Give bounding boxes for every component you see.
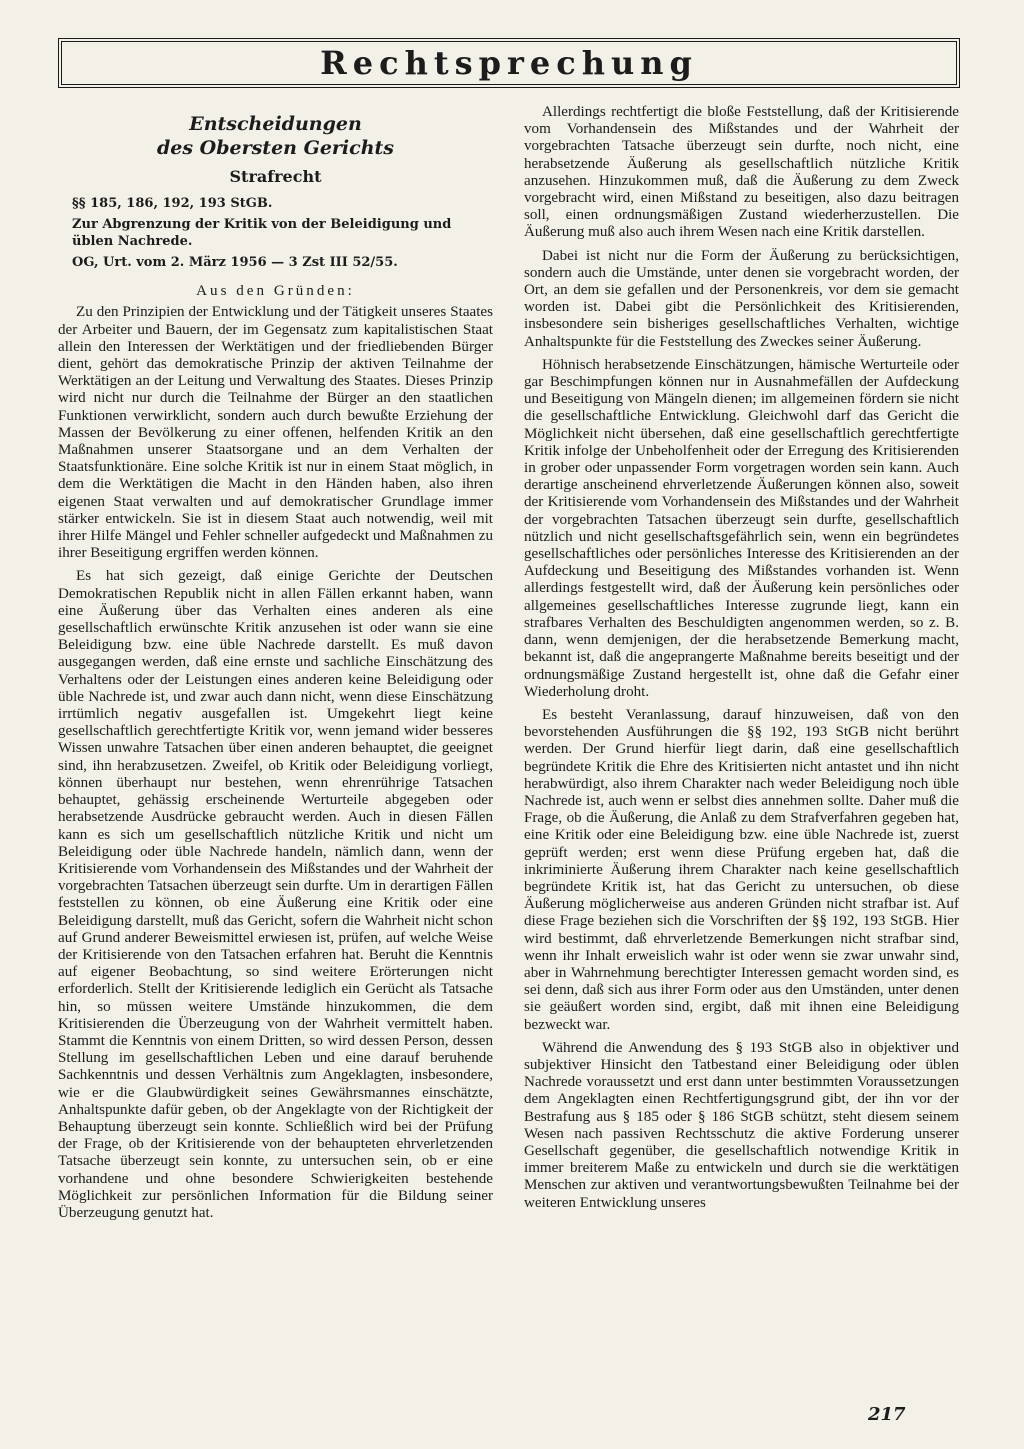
right-paragraph: Es besteht Veranlassung, darauf hinzuweisen, daß von den bevorstehenden Ausführungen die §§ 192, 193 StGB nicht berührt werden. Der Grund hierfür liegt darin, daß eine gesellschaftlich begründete Kritik die Ehre des Kritisierten nicht antastet und ihn nicht herabwürdigt, also ihrem Charakter nach weder Beleidigung noch üble Nachrede ist, auch wenn er selbst dies annehmen sollte. Daher muß die Frage, ob die Äußerung, die Anlaß zu dem Strafverfahren gegeben hat, eine Kritik oder eine Beleidigung bzw. eine üble Nachrede ist, zuerst geprüft werden; erst wenn diese Prüfung ergeben hat, daß die inkriminierte Äußerung ihrem Charakter nach keine gesellschaftlich begründete Kritik ist, hat das Gericht zu untersuchen, ob diese Äußerung möglicherweise aus anderen Gründen nicht strafbar ist. Auf diese Frage beziehen sich die Vorschriften der §§ 192, 193 StGB. Hier wird bestimmt, daß ehrverletzende Bemerkungen nicht strafbar sind, wenn ihr Inhalt erweislich wahr ist oder wenn sie zwar unwahr sind, aber in Wahrnehmung berechtigter Interessen gemacht worden sind, es sei denn, daß sich aus ihrer Form oder aus den Umständen, unter denen sie geäußert worden sind, ergibt, daß mit ihnen eine Beleidigung bezweckt war. [524, 706, 959, 1033]
heading-line-2: des Obersten Gerichts [156, 137, 394, 159]
right-paragraph: Dabei ist nicht nur die Form der Äußerung zu berücksichtigen, sondern auch die Umstände, unter denen sie vorgebracht worden, der Ort, an dem sie gefallen und der Personenkreis, vor dem sie gemacht worden ist. Dabei gibt die Persönlichkeit des Kritisierenden, insbesondere sein bisheriges gesellschaftliches Verhalten, wichtige Anhaltspunkte für die Feststellung des Zweckes seiner Äußerung. [524, 247, 959, 350]
statute-reference: §§ 185, 186, 192, 193 StGB. [72, 196, 273, 212]
left-paragraph: Es hat sich gezeigt, daß einige Gerichte der Deutschen Demokratischen Republik nicht in allen Fällen erkannt haben, wann eine Äußerung über das Verhalten eines anderen als eine gesellschaftlich erwünschte Kritik anzusehen ist oder wann sie eine Beleidigung bzw. eine üble Nachrede darstellt. Es muß davon ausgegangen werden, daß eine ernste und sachliche Einschätzung des Verhaltens oder der Leistungen eines anderen keine Beleidigung oder üble Nachrede ist, und zwar auch dann nicht, wenn diese Einschätzung irrtümlich negativ ausgefallen ist. Umgekehrt liegt keine gesellschaftlich gerechtfertigte Kritik vor, wenn jemand wider besseres Wissen unwahre Tatsachen über einen anderen behauptet, die geeignet sind, ihn herabzusetzen. Zweifel, ob Kritik oder Beleidigung vorliegt, können überhaupt nur bestehen, wenn ehrenrührige Tatsachen behauptet, gehässig erscheinende Werturteile abgegeben oder herabsetzende Ausdrücke gebraucht werden. Auch in diesen Fällen kann es sich um gesellschaftlich nützliche Kritik und nicht um Beleidigung oder üble Nachrede handeln, nämlich dann, wenn der Kritisierende vom Vorhandensein des Mißstandes und der Wahrheit der vorgebrachten Tatsachen überzeugt sein durfte. Um in derartigen Fällen feststellen zu können, ob eine Äußerung eine Kritik oder eine Beleidigung darstellt, muß das Gericht, sofern die Wahrheit nicht schon auf Grund anderer Beweismittel erwiesen ist, prüfen, auf welche Weise der Kritisierende von den Tatsachen erfahren hat. Beruht die Kenntnis auf eigener Beobachtung, so sind weitere Erörterungen nicht erforderlich. Stellt der Kritisierende lediglich ein Gerücht als Tatsache hin, so müssen weitere Umstände hinzukommen, die dem Kritisierenden die Überzeugung von der Wahrheit vermittelt haben. Stammt die Kenntnis von einem Dritten, so wird dessen Person, dessen Stellung im gesellschaftlichen Leben und eine darauf beruhende Sachkenntnis und dessen Verhältnis zum Angeklagten, insbesondere, wie er die Glaubwürdigkeit seines Gewährsmannes einschätzte, Anhaltspunkte dafür geben, ob der Angeklagte von der Richtigkeit der Behauptung überzeugt sein konnte. Schließlich wird bei der Prüfung der Frage, ob der Kritisierende von der behaupteten ehrverletzenden Tatsache überzeugt sein konnte, zu untersuchen sein, ob er eine vorhandene und ohne besondere Schwierigkeiten bestehende Möglichkeit zur persönlichen Information für die Bildung seiner Überzeugung genutzt hat. [58, 568, 493, 1221]
left-column [58, 104, 493, 1228]
article-heading [58, 112, 493, 160]
heading-line-1: Entscheidungen [189, 113, 362, 135]
grounds-label: Aus den Gründen: [196, 283, 355, 300]
page-number: 217 [868, 1404, 906, 1425]
right-paragraph: Während die Anwendung des § 193 StGB also in objektiver und subjektiver Hinsicht den Tatbestand einer Beleidigung oder üblen Nachrede voraussetzt und erst dann unter bestimmten Voraussetzungen dem Angeklagten einen Rechtfertigungsgrund gibt, der ihn vor der Bestrafung aus § 185 oder § 186 StGB schützt, steht diesem seinem Wesen nach passiven Rechtsschutz die aktive Forderung unserer Gesellschaft gegenüber, die gesellschaftlich notwendige Kritik in immer breiterem Maße zu entwickeln und durch sie die werktätigen Menschen zur aktiven und verantwortungsbewußten Teilnahme bei der weiteren Entwicklung unseres [524, 1039, 959, 1211]
left-paragraph: Zu den Prinzipien der Entwicklung und der Tätigkeit unseres Staates der Arbeiter und Bauern, der im Gegensatz zum kapitalistischen Staat allein den Interessen der Werktätigen und der friedliebenden Bürger dient, gehört das demokratische Prinzip der aktiven Teilnahme der Werktätigen an der Leitung und Verwaltung des Staates. Dieses Prinzip wird nicht nur durch die Teilnahme der Bürger an den staatlichen Funktionen verwirklicht, sondern auch durch bewußte Erziehung der Massen der Bevölkerung zu einer offenen, helfenden Kritik an den Maßnahmen unserer Staatsorgane und an dem Verhalten der Staatsfunktionäre. Eine solche Kritik ist nur in einem Staat möglich, in dem die Werktätigen die Macht in den Händen haben, also ihren eigenen Staat verwalten und auf demokratischer Grundlage immer stärker entwickeln. Sie ist in diesem Staat auch notwendig, weil mit ihrer Hilfe Mängel und Fehler schneller aufgedeckt und Maßnahmen zu ihrer Beseitigung ergriffen werden können. [58, 304, 493, 562]
right-paragraph: Allerdings rechtfertigt die bloße Feststellung, daß der Kritisierende vom Vorhandensein des Mißstandes und der Wahrheit der vorgebrachten Tatsache überzeugt sein durfte, noch nicht, eine herabsetzende Äußerung als gesellschaftlich nützliche Kritik anzusehen. Hinzukommen muß, daß die Äußerung zu dem Zweck vorgebracht wird, einen Mißstand zu beseitigen, also dazu beitragen soll, einen ordnungsmäßigen Zustand wiederherzustellen. Die Äußerung muß also auch ihrem Wesen nach eine Kritik darstellen. [524, 104, 959, 241]
right-paragraph: Höhnisch herabsetzende Einschätzungen, hämische Werturteile oder gar Beschimpfungen können nur in Ausnahmefällen der Aufdeckung und Beseitigung von Mängeln dienen; im allgemeinen fördern sie nicht die gesellschaftliche Entwicklung. Gleichwohl darf das Gericht die Möglichkeit nicht übersehen, daß eine gesellschaftlich gerechtfertigte Kritik infolge der Unbeholfenheit oder der Erregung des Kritisierenden in grober oder unpassender Form vorgetragen worden sein kann. Auch derartige anscheinend ehrverletzende Äußerungen können also, soweit der Kritisierende vom Vorhandensein des Mißstandes und der Wahrheit der vorgebrachten Tatsachen überzeugt sein durfte, gesellschaftlich nützlich und nicht gesellschaftsgefährlich sein, wenn ein begründetes gesellschaftliches oder persönliches Interesse des Kritisierenden an der Aufdeckung und Beseitigung des Mißstandes vorhanden ist. Wenn allerdings festgestellt wird, daß der Äußerung kein persönliches oder allgemeines gesellschaftliches Interesse zugrunde liegt, kann ein strafbares Verhalten des Beschuldigten angenommen werden, so z. B. dann, wenn demjenigen, der die herabsetzende Bemerkung macht, bekannt ist, daß die angeprangerte Maßnahme bereits beseitigt und der ordnungsmäßige Zustand hergestellt ist, ohne daß die Gefahr einer Wiederholung droht. [524, 356, 959, 700]
case-subject: Zur Abgrenzung der Kritik von der Beleidigung und üblen Nachrede. [72, 217, 452, 250]
right-column [524, 104, 959, 1218]
category-heading: Strafrecht [229, 167, 322, 186]
section-banner [58, 38, 960, 88]
case-citation: OG, Urt. vom 2. März 1956 — 3 Zst III 52/55. [72, 255, 398, 271]
section-title: Rechtsprechung [320, 44, 698, 82]
